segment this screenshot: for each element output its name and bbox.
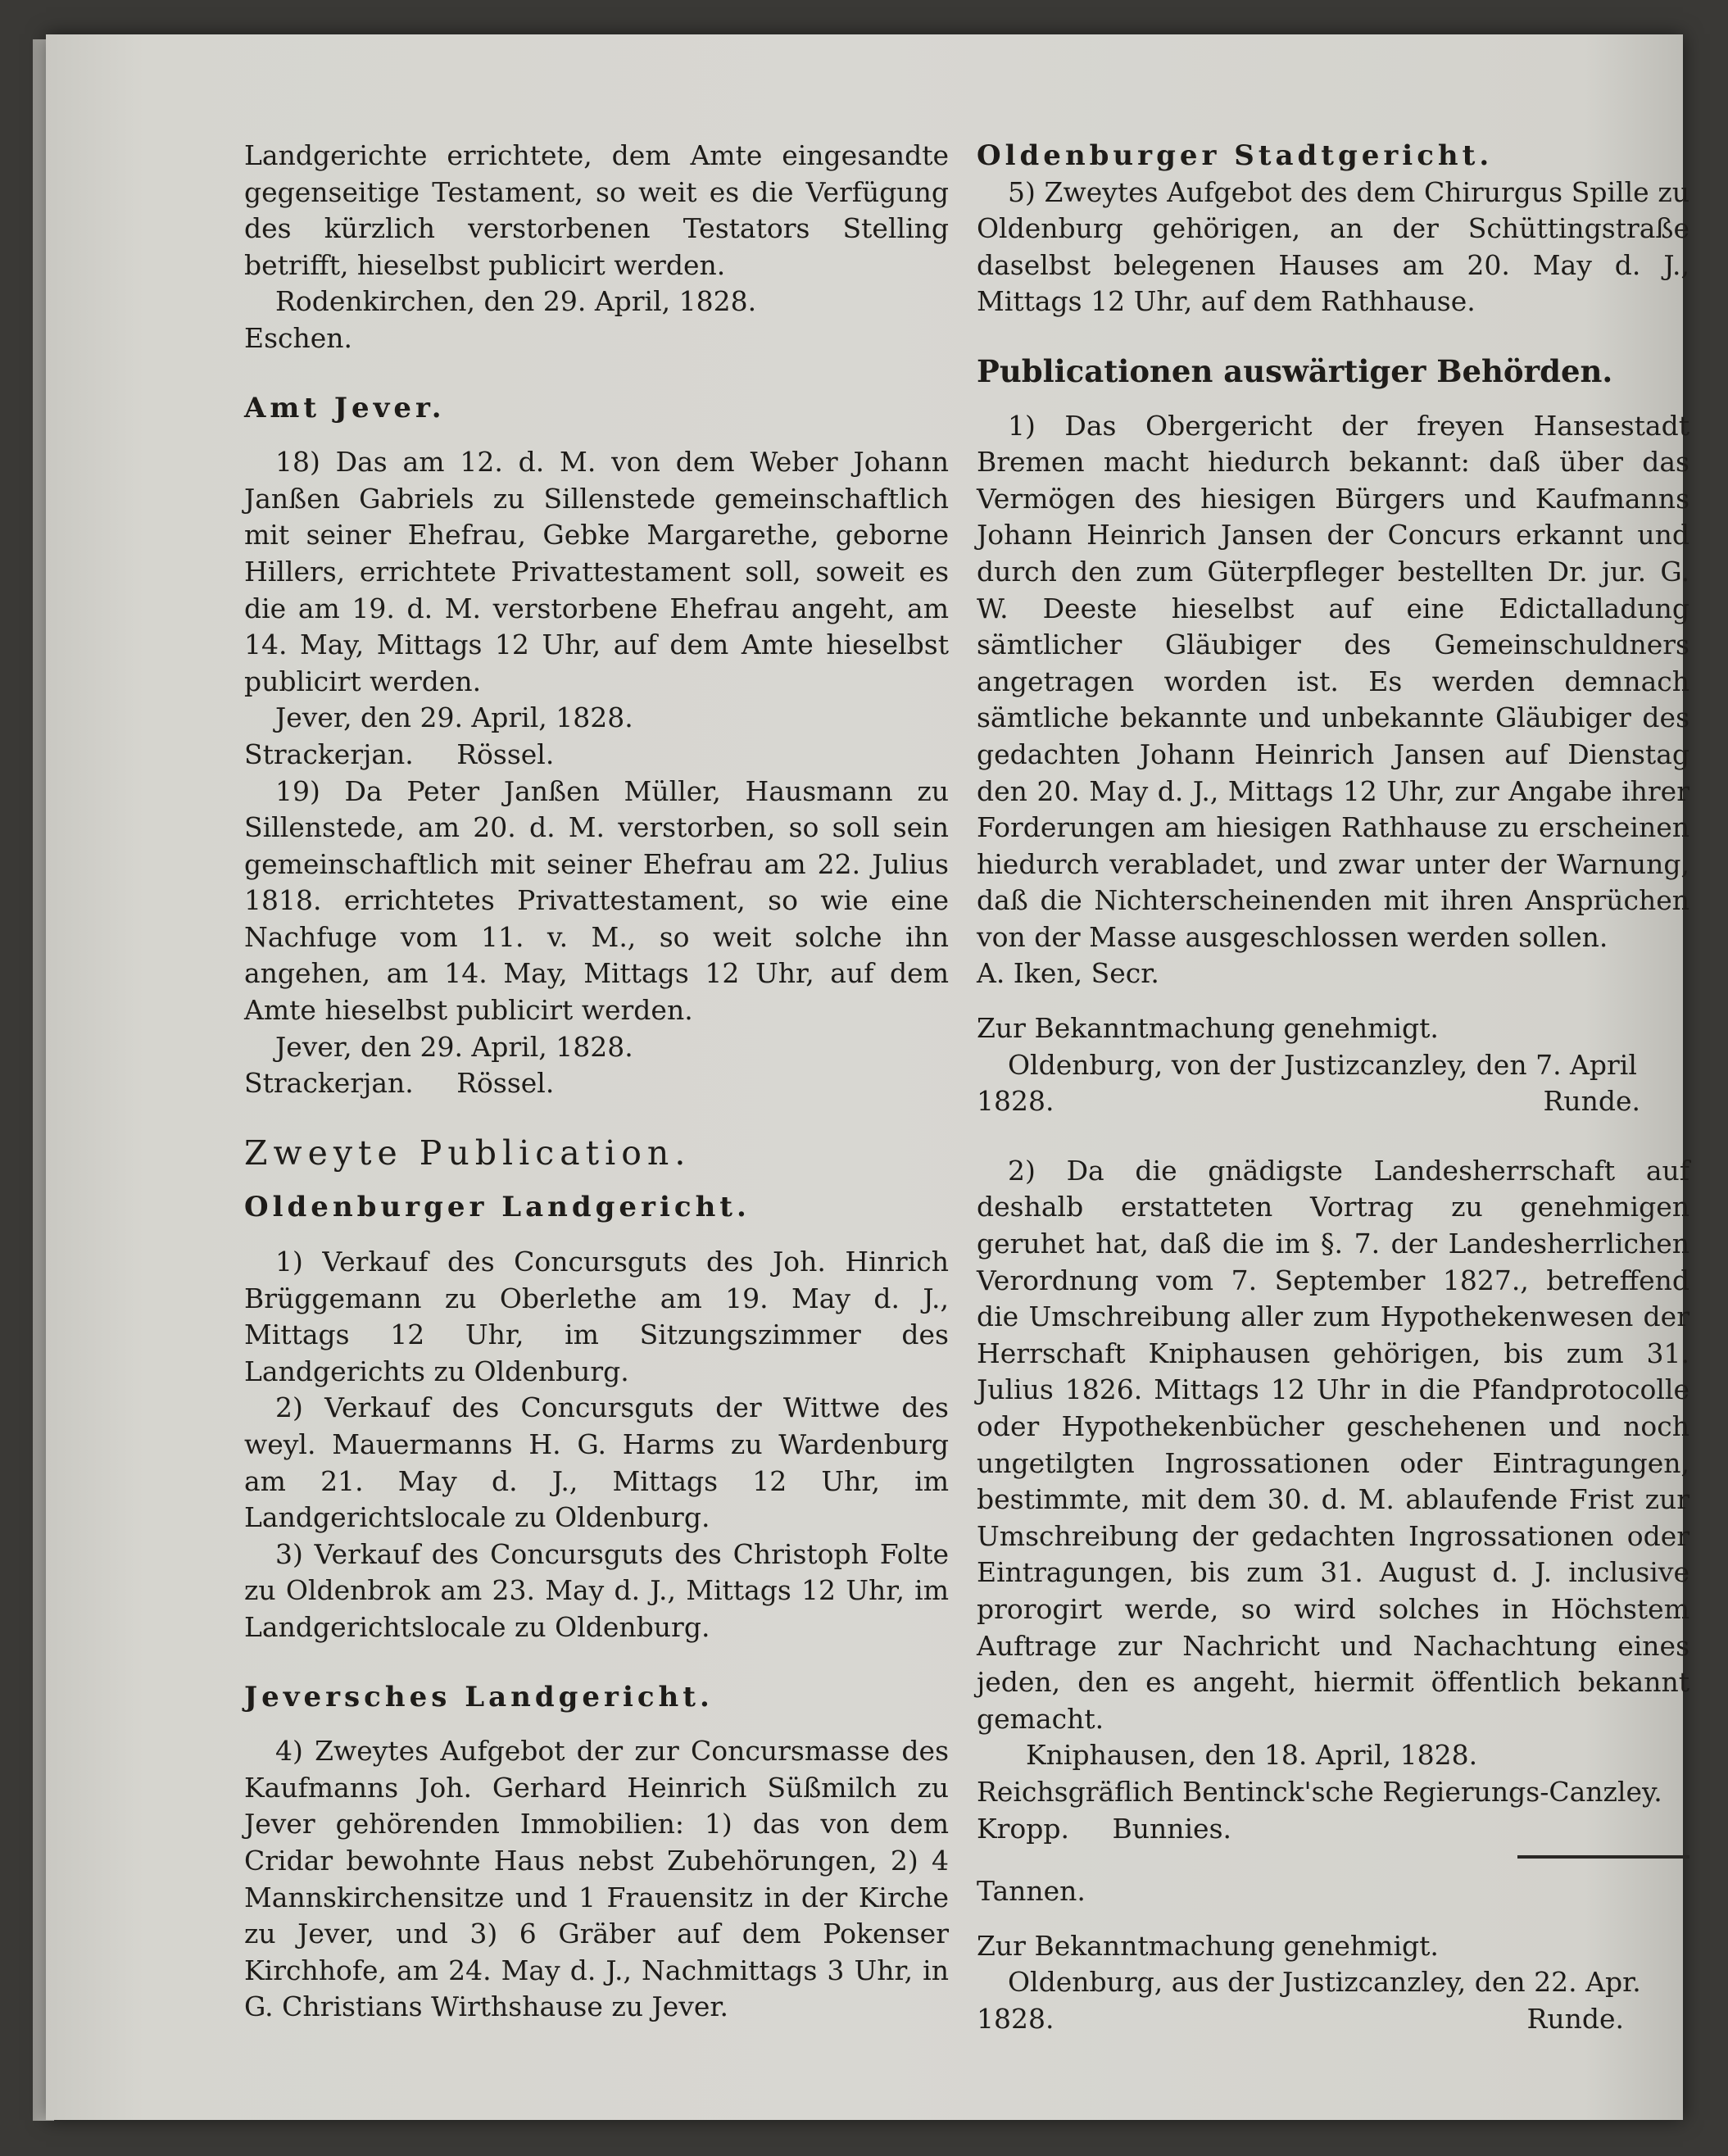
landgericht-item-2: 2) Verkauf des Concursguts der Wittwe des weyl. Mauermanns H. G. Harms zu Wardenburg am 21. May d. J., Mittags 12 Uhr, im Landgerichtslocale zu Oldenburg. xyxy=(244,1391,949,1534)
intro-signature: Eschen. xyxy=(244,321,353,354)
publication-1-runde: Runde. xyxy=(1543,1085,1640,1118)
publicationen-heading: Publicationen auswärtiger Behörden. xyxy=(977,352,1613,389)
landgericht-item-3: 3) Verkauf des Concursguts des Christoph Folte zu Oldenbrok am 23. May d. J., Mittags 12 Uhr, im Landgerichtslocale zu Oldenburg. xyxy=(244,1537,949,1643)
publication-2-runde: Runde. xyxy=(1526,2002,1624,2035)
publication-1-signature: A. Iken, Secr. xyxy=(977,957,1159,990)
oldenburger-stadtgericht-heading: Oldenburger Stadtgericht. xyxy=(977,139,1494,172)
publication-1-place: Oldenburg, von der Justizcanzley, den 7. April xyxy=(1008,1048,1637,1081)
publication-2-date: Kniphausen, den 18. April, 1828. xyxy=(1026,1739,1478,1772)
item-18-signature: Strackerjan. Rössel. xyxy=(244,738,555,770)
item-19-date: Jever, den 29. April, 1828. xyxy=(275,1030,633,1063)
intro-date: Rodenkirchen, den 29. April, 1828. xyxy=(275,285,757,318)
left-column xyxy=(244,138,949,2026)
publication-2-year-line xyxy=(977,2001,1689,2038)
signature-rule xyxy=(1517,1855,1689,1859)
publication-2-office: Reichsgräflich Bentinck'sche Regierungs-Canzley. xyxy=(977,1775,1662,1808)
publication-1: 1) Das Obergericht der freyen Hansestadt Bremen macht hiedurch bekannt: daß über das Vermögen des hiesigen Bürgers und Kaufmanns Johann Heinrich Jansen der Concurs erkannt und durch den zum Güterpfleger bestellten Dr. jur. G. W. Deeste hieselbst auf eine Edictalladung sämtlicher Gläubiger des Gemeinschuldners angetragen worden ist. Es werden demnach sämtliche bekannte und unbekannte Gläubiger des gedachten Johann Heinrich Jansen auf Dienstag den 20. May d. J., Mittags 12 Uhr, zur Angabe ihrer Forderungen am hiesigen Rathhause zu erscheinen hiedurch verabladet, und zwar unter der Warnung, daß die Nichterscheinenden mit ihren Ansprüchen von der Masse ausgeschlossen werden sollen. xyxy=(977,409,1689,953)
jeversches-landgericht-heading: Jeversches Landgericht. xyxy=(244,1680,714,1713)
publication-2-tannen: Tannen. xyxy=(977,1875,1086,1908)
publication-2-place: Oldenburg, aus der Justizcanzley, den 22. Apr. xyxy=(1008,1966,1641,1999)
intro-paragraph: Landgerichte errichtete, dem Amte eingesandte gegenseitige Testament, so weit es die Verfügung des kürzlich verstorbenen Testators Stelling betrifft, hieselbst publicirt werden. xyxy=(244,139,949,281)
publication-2-year: 1828. xyxy=(977,2002,1054,2035)
jever-item-4: 4) Zweytes Aufgebot der zur Concursmasse des Kaufmanns Joh. Gerhard Heinrich Süßmilch zu Jever gehörenden Immobilien: 1) das von dem Cridar bewohnte Haus nebst Zubehörungen, 2) 4 Mannskirchensitze und 1 Frauensitz in der Kirche zu Jever, und 3) 6 Gräber auf dem Pokenser Kirchhofe, am 24. May d. J., Nachmittags 3 Uhr, in G. Christians Wirthshause zu Jever. xyxy=(244,1735,949,2023)
stadtgericht-item-5: 5) Zweytes Aufgebot des dem Chirurgus Spille zu Oldenburg gehörigen, an der Schüttingstraße daselbst belegenen Hauses am 20. May d. J., Mittags 12 Uhr, auf dem Rathhause. xyxy=(977,175,1689,318)
publication-2: 2) Da die gnädigste Landesherrschaft auf deshalb erstatteten Vortrag zu genehmigen geruhet hat, daß die im §. 7. der Landesherrlichen Verordnung vom 7. September 1827., betreffend die Umschreibung aller zum Hypothekenwesen der Herrschaft Kniphausen gehörigen, bis zum 31. Julius 1826. Mittags 12 Uhr in die Pfandprotocolle oder Hypothekenbücher geschehenen und noch ungetilgten Ingrossationen oder Eintragungen, bestimmte, mit dem 30. d. M. ablaufende Frist zur Umschreibung der gedachten Ingrossationen oder Eintragungen, bis zum 31. August d. J. inclusive prorogirt werde, so wird solches in Höchstem Auftrage zur Nachricht und Nachachtung eines jeden, den es angeht, hiermit öffentlich bekannt gemacht. xyxy=(977,1154,1689,1735)
publication-2-approved: Zur Bekanntmachung genehmigt. xyxy=(977,1929,1439,1962)
zweyte-publication-heading: Zweyte Publication. xyxy=(244,1132,692,1173)
publication-1-approved: Zur Bekanntmachung genehmigt. xyxy=(977,1012,1439,1045)
publication-1-year: 1828. xyxy=(977,1085,1054,1118)
publication-2-signature: Kropp. Bunnies. xyxy=(977,1812,1232,1845)
amt-jever-heading: Amt Jever. xyxy=(244,391,446,424)
item-19-signature: Strackerjan. Rössel. xyxy=(244,1067,555,1100)
publication-1-year-line xyxy=(977,1083,1689,1120)
right-column xyxy=(977,138,1689,2038)
landgericht-item-1: 1) Verkauf des Concursguts des Joh. Hinrich Brüggemann zu Oberlethe am 19. May d. J., Mittags 12 Uhr, im Sitzungszimmer des Landgerichts zu Oldenburg. xyxy=(244,1246,949,1387)
item-18: 18) Das am 12. d. M. von dem Weber Johann Janßen Gabriels zu Sillenstede gemeinschaftlich mit seiner Ehefrau, Gebke Margarethe, geborne Hillers, errichtete Privattestament soll, soweit es die am 19. d. M. verstorbene Ehefrau angeht, am 14. May, Mittags 12 Uhr, auf dem Amte hieselbst publicirt werden. xyxy=(244,446,949,697)
oldenburger-landgericht-heading: Oldenburger Landgericht. xyxy=(244,1191,751,1224)
item-19: 19) Da Peter Janßen Müller, Hausmann zu Sillenstede, am 20. d. M. verstorben, so soll sein gemeinschaftlich mit seiner Ehefrau am 22. Julius 1818. errichtetes Privattestament, so wie eine Nachfuge vom 11. v. M., so weit solche ihn angehen, am 14. May, Mittags 12 Uhr, auf dem Amte hieselbst publicirt werden. xyxy=(244,774,949,1027)
item-18-date: Jever, den 29. April, 1828. xyxy=(275,701,633,734)
